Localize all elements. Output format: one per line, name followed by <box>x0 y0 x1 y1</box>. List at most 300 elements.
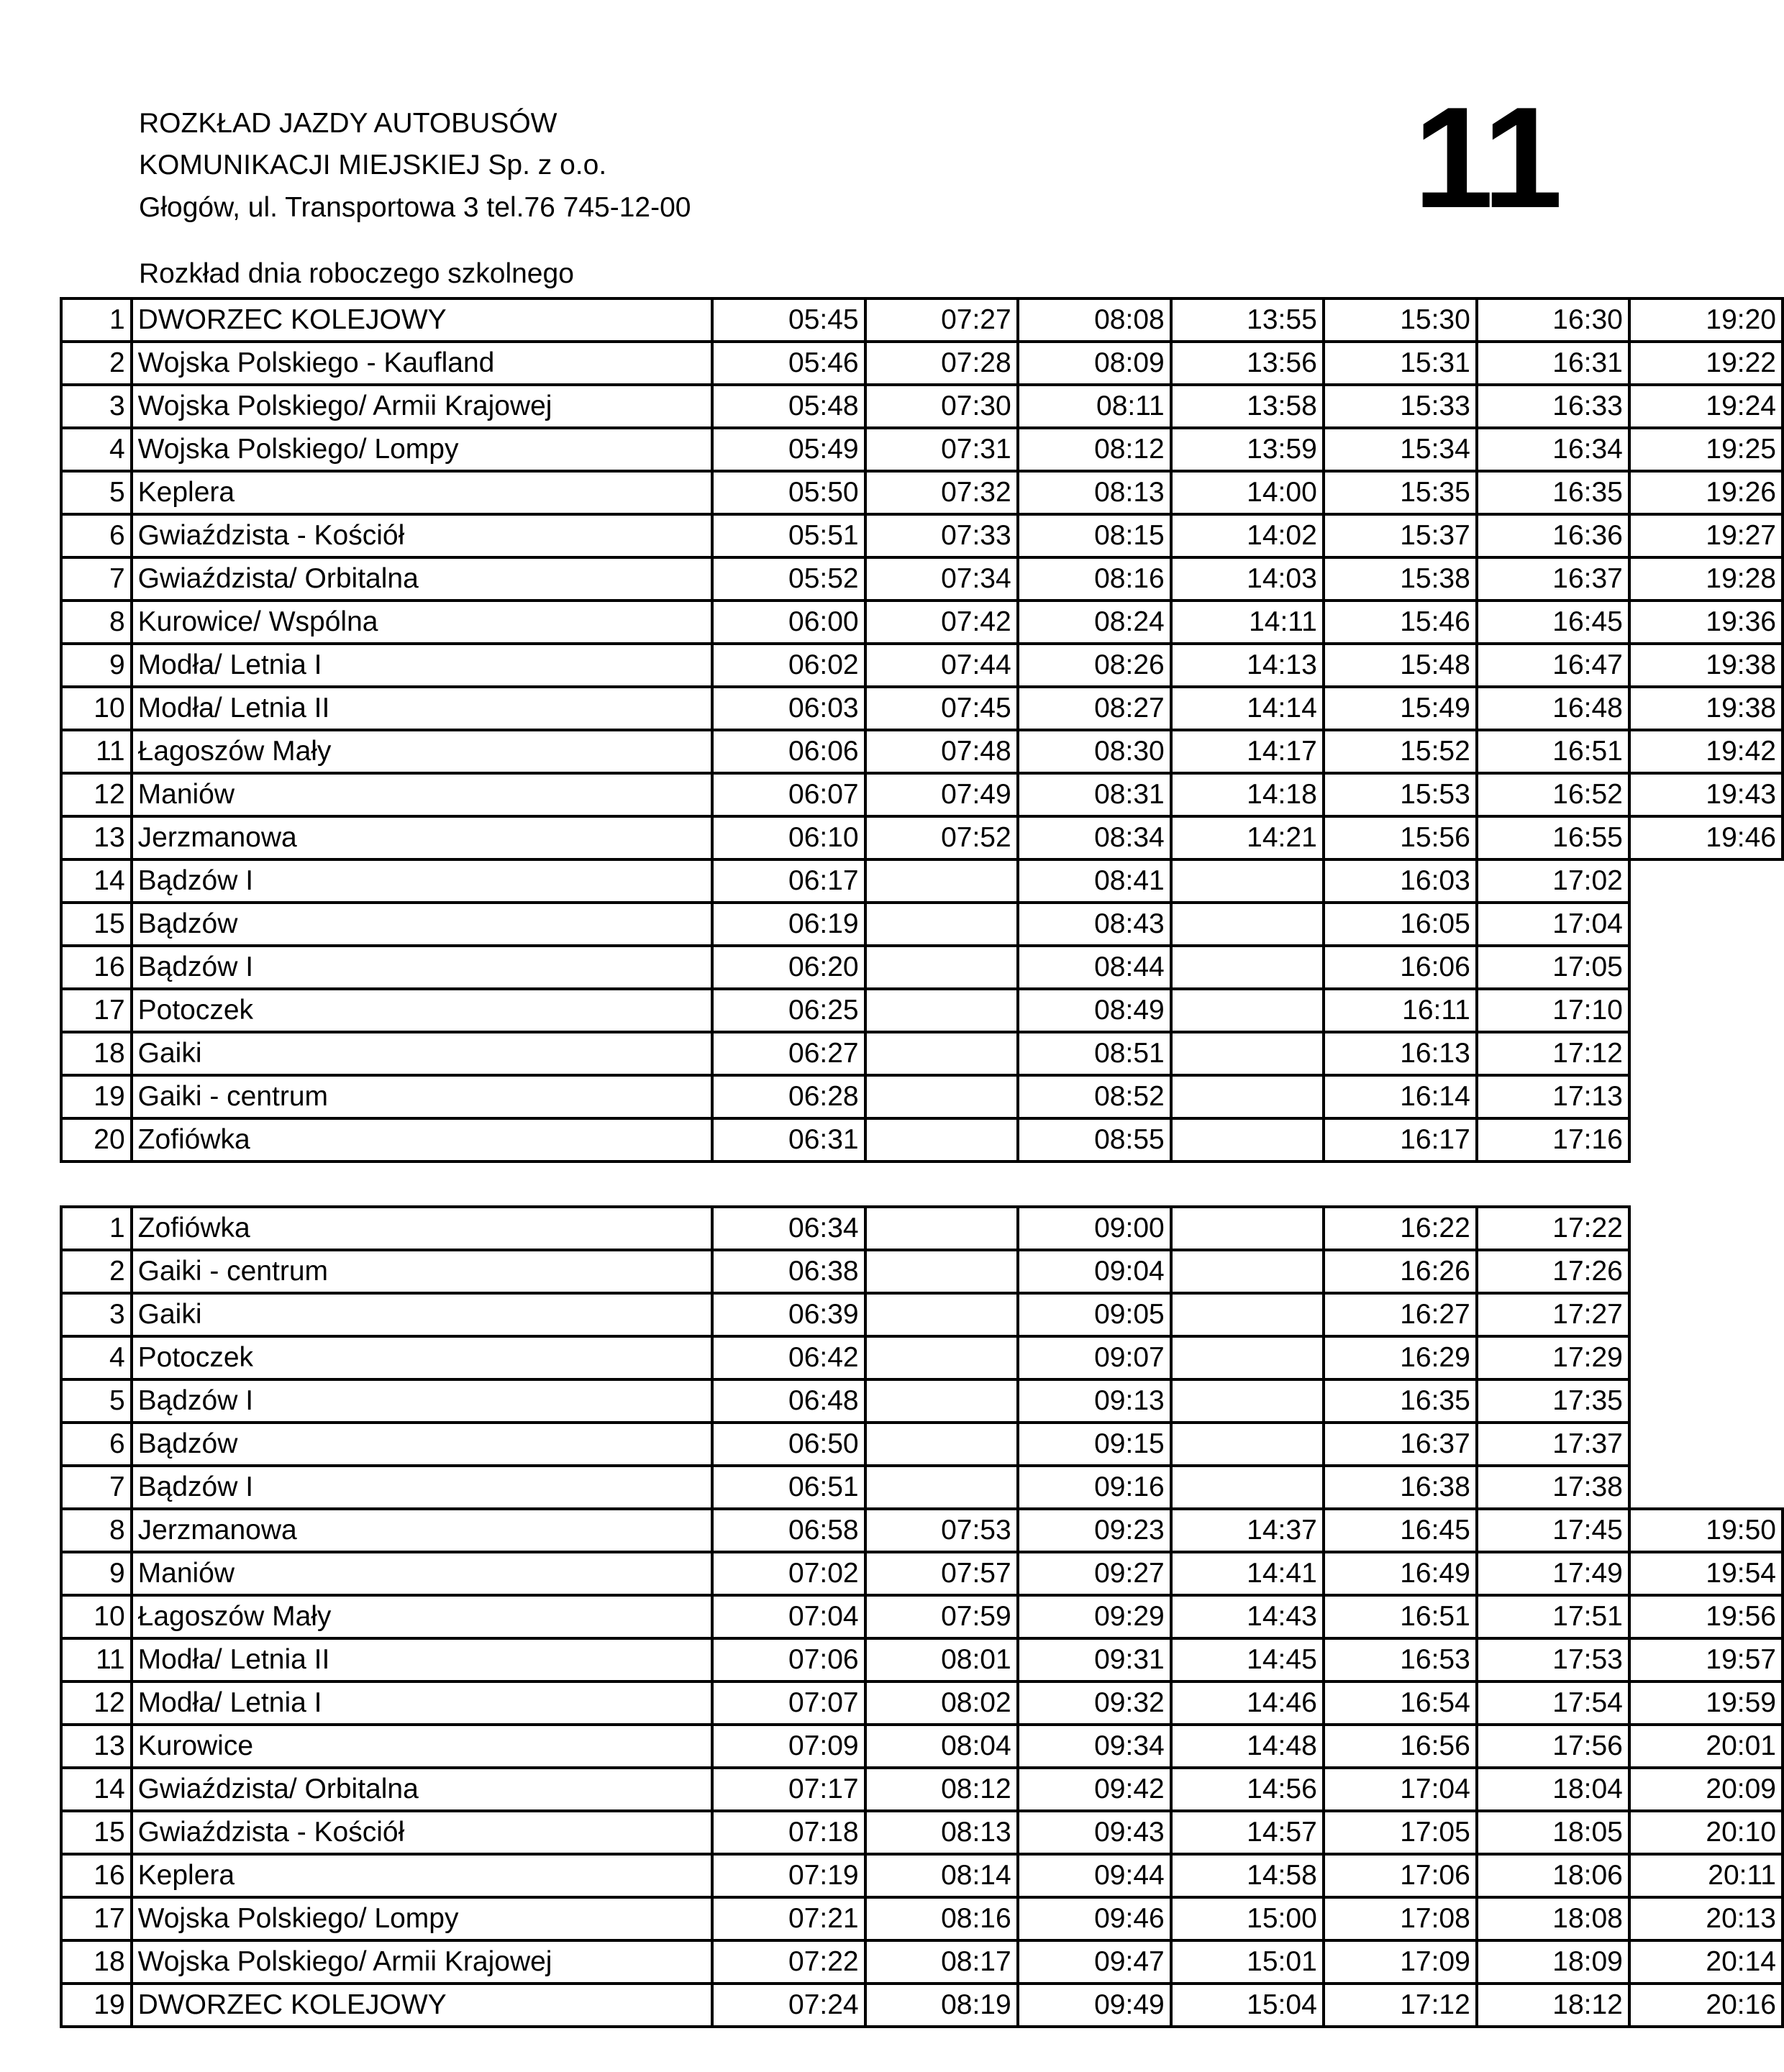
departure-time: 08:27 <box>1018 687 1171 730</box>
stop-number: 19 <box>61 1075 132 1118</box>
table-row <box>61 514 1783 557</box>
departure-time: 16:35 <box>1477 471 1629 514</box>
departure-time: 17:05 <box>1324 1811 1477 1854</box>
departure-time: 17:29 <box>1477 1336 1629 1379</box>
departure-time: 07:04 <box>712 1595 865 1638</box>
departure-time: 19:50 <box>1629 1509 1783 1552</box>
departure-time: 05:45 <box>712 298 865 342</box>
stop-number: 11 <box>61 730 132 773</box>
departure-time: 17:04 <box>1324 1768 1477 1811</box>
departure-time: 20:10 <box>1629 1811 1783 1854</box>
departure-time: 14:56 <box>1171 1768 1324 1811</box>
stop-number: 8 <box>61 601 132 644</box>
stop-number: 12 <box>61 773 132 816</box>
departure-time: 09:47 <box>1018 1940 1171 1984</box>
departure-time: 14:13 <box>1171 644 1324 687</box>
table-row <box>61 773 1783 816</box>
departure-time <box>1171 989 1324 1032</box>
departure-time <box>865 1118 1018 1161</box>
stop-name: Modła/ Letnia II <box>132 1638 712 1681</box>
table-row <box>61 1638 1783 1681</box>
departure-time: 05:49 <box>712 428 865 471</box>
departure-time: 17:49 <box>1477 1552 1629 1595</box>
table-row <box>61 342 1783 385</box>
departure-time: 08:14 <box>865 1854 1018 1897</box>
departure-time: 15:01 <box>1171 1940 1324 1984</box>
departure-time: 17:45 <box>1477 1509 1629 1552</box>
table-row <box>61 1336 1783 1379</box>
stop-name: Gwiaździsta/ Orbitalna <box>132 557 712 601</box>
table-row <box>61 687 1783 730</box>
departure-time: 14:46 <box>1171 1681 1324 1725</box>
departure-time <box>1171 903 1324 946</box>
stop-name: Potoczek <box>132 1336 712 1379</box>
departure-time: 17:27 <box>1477 1293 1629 1336</box>
table-row <box>61 1940 1783 1984</box>
departure-time: 09:44 <box>1018 1854 1171 1897</box>
departure-time: 08:55 <box>1018 1118 1171 1161</box>
departure-time: 08:43 <box>1018 903 1171 946</box>
departure-time: 16:47 <box>1477 644 1629 687</box>
departure-time: 16:36 <box>1477 514 1629 557</box>
departure-time: 07:32 <box>865 471 1018 514</box>
stop-name: Keplera <box>132 471 712 514</box>
stop-number: 6 <box>61 514 132 557</box>
departure-time <box>865 1336 1018 1379</box>
departure-time: 16:13 <box>1324 1032 1477 1075</box>
departure-time: 08:51 <box>1018 1032 1171 1075</box>
departure-time: 16:48 <box>1477 687 1629 730</box>
empty-cell <box>1629 946 1783 989</box>
departure-time: 09:00 <box>1018 1207 1171 1250</box>
departure-time: 07:18 <box>712 1811 865 1854</box>
departure-time <box>1171 1336 1324 1379</box>
departure-time: 06:17 <box>712 859 865 903</box>
empty-cell <box>1629 1336 1783 1379</box>
departure-time: 17:54 <box>1477 1681 1629 1725</box>
departure-time: 07:24 <box>712 1984 865 2027</box>
departure-time <box>1171 946 1324 989</box>
departure-time: 08:09 <box>1018 342 1171 385</box>
departure-time: 17:51 <box>1477 1595 1629 1638</box>
departure-time: 17:16 <box>1477 1118 1629 1161</box>
departure-time: 08:30 <box>1018 730 1171 773</box>
stop-number: 4 <box>61 428 132 471</box>
departure-time <box>1171 1118 1324 1161</box>
stop-name: Wojska Polskiego - Kaufland <box>132 342 712 385</box>
stop-number: 5 <box>61 1379 132 1423</box>
departure-time: 08:13 <box>865 1811 1018 1854</box>
stop-number: 3 <box>61 1293 132 1336</box>
departure-time: 14:21 <box>1171 816 1324 859</box>
departure-time: 08:44 <box>1018 946 1171 989</box>
stop-number: 10 <box>61 1595 132 1638</box>
table-row <box>61 298 1783 342</box>
stop-number: 9 <box>61 644 132 687</box>
stop-number: 13 <box>61 816 132 859</box>
departure-time: 07:30 <box>865 385 1018 428</box>
departure-time: 14:48 <box>1171 1725 1324 1768</box>
departure-time: 17:08 <box>1324 1897 1477 1940</box>
departure-time: 18:12 <box>1477 1984 1629 2027</box>
departure-time: 08:12 <box>1018 428 1171 471</box>
departure-time: 08:02 <box>865 1681 1018 1725</box>
stop-name: Zofiówka <box>132 1118 712 1161</box>
departure-time <box>865 903 1018 946</box>
departure-time: 07:27 <box>865 298 1018 342</box>
table-row <box>61 385 1783 428</box>
departure-time: 08:08 <box>1018 298 1171 342</box>
departure-time <box>865 1379 1018 1423</box>
departure-time: 07:42 <box>865 601 1018 644</box>
stop-number: 14 <box>61 859 132 903</box>
departure-time: 14:14 <box>1171 687 1324 730</box>
stop-number: 5 <box>61 471 132 514</box>
departure-time: 14:37 <box>1171 1509 1324 1552</box>
departure-time: 06:38 <box>712 1250 865 1293</box>
stop-number: 12 <box>61 1681 132 1725</box>
empty-cell <box>1629 1207 1783 1250</box>
departure-time: 19:22 <box>1629 342 1783 385</box>
departure-time: 06:28 <box>712 1075 865 1118</box>
table-row <box>61 1075 1783 1118</box>
departure-time: 19:25 <box>1629 428 1783 471</box>
table-row <box>61 1032 1783 1075</box>
departure-time <box>865 946 1018 989</box>
departure-time: 19:38 <box>1629 687 1783 730</box>
departure-time: 16:37 <box>1324 1423 1477 1466</box>
stop-name: Kurowice/ Wspólna <box>132 601 712 644</box>
stop-name: Modła/ Letnia II <box>132 687 712 730</box>
stop-name: DWORZEC KOLEJOWY <box>132 298 712 342</box>
table-row <box>61 1118 1783 1161</box>
departure-time: 17:12 <box>1477 1032 1629 1075</box>
departure-time: 08:52 <box>1018 1075 1171 1118</box>
departure-time: 13:59 <box>1171 428 1324 471</box>
empty-cell <box>1629 1032 1783 1075</box>
stop-number: 4 <box>61 1336 132 1379</box>
departure-time: 09:16 <box>1018 1466 1171 1509</box>
stop-name: Keplera <box>132 1854 712 1897</box>
departure-time <box>1171 1379 1324 1423</box>
empty-cell <box>1629 903 1783 946</box>
departure-time: 06:42 <box>712 1336 865 1379</box>
departure-time: 15:30 <box>1324 298 1477 342</box>
empty-cell <box>1629 1423 1783 1466</box>
departure-time: 17:10 <box>1477 989 1629 1032</box>
departure-time <box>1171 859 1324 903</box>
departure-time: 08:01 <box>865 1638 1018 1681</box>
table-row <box>61 1423 1783 1466</box>
empty-cell <box>1629 1466 1783 1509</box>
departure-time: 16:56 <box>1324 1725 1477 1768</box>
departure-time <box>1171 1293 1324 1336</box>
departure-time: 16:45 <box>1324 1509 1477 1552</box>
departure-time: 20:14 <box>1629 1940 1783 1984</box>
departure-time: 08:31 <box>1018 773 1171 816</box>
departure-time: 16:38 <box>1324 1466 1477 1509</box>
departure-time: 08:15 <box>1018 514 1171 557</box>
departure-time: 17:53 <box>1477 1638 1629 1681</box>
stop-number: 7 <box>61 557 132 601</box>
table-row <box>61 1725 1783 1768</box>
stop-number: 11 <box>61 1638 132 1681</box>
departure-time: 08:19 <box>865 1984 1018 2027</box>
departure-time: 15:35 <box>1324 471 1477 514</box>
departure-time: 06:06 <box>712 730 865 773</box>
departure-time: 07:19 <box>712 1854 865 1897</box>
departure-time: 06:10 <box>712 816 865 859</box>
stop-number: 20 <box>61 1118 132 1161</box>
stop-number: 18 <box>61 1940 132 1984</box>
departure-time: 06:25 <box>712 989 865 1032</box>
stop-number: 15 <box>61 903 132 946</box>
stop-number: 18 <box>61 1032 132 1075</box>
departure-time <box>865 1032 1018 1075</box>
departure-time: 09:42 <box>1018 1768 1171 1811</box>
departure-time: 07:34 <box>865 557 1018 601</box>
stop-number: 10 <box>61 687 132 730</box>
table-row <box>61 1379 1783 1423</box>
departure-time: 14:18 <box>1171 773 1324 816</box>
stop-number: 1 <box>61 1207 132 1250</box>
departure-time: 07:45 <box>865 687 1018 730</box>
stop-name: Gaiki - centrum <box>132 1075 712 1118</box>
departure-time: 06:31 <box>712 1118 865 1161</box>
departure-time: 08:11 <box>1018 385 1171 428</box>
empty-cell <box>1629 1075 1783 1118</box>
departure-time: 17:09 <box>1324 1940 1477 1984</box>
departure-time: 15:00 <box>1171 1897 1324 1940</box>
departure-time <box>1171 1423 1324 1466</box>
stop-name: Wojska Polskiego/ Armii Krajowej <box>132 1940 712 1984</box>
table-row <box>61 1509 1783 1552</box>
table-row <box>61 946 1783 989</box>
departure-time: 06:20 <box>712 946 865 989</box>
table-row <box>61 816 1783 859</box>
departure-time: 20:16 <box>1629 1984 1783 2027</box>
stop-name: Modła/ Letnia I <box>132 644 712 687</box>
departure-time: 16:29 <box>1324 1336 1477 1379</box>
table-row <box>61 1768 1783 1811</box>
departure-time: 06:27 <box>712 1032 865 1075</box>
departure-time: 17:22 <box>1477 1207 1629 1250</box>
departure-time: 09:49 <box>1018 1984 1171 2027</box>
departure-time: 06:48 <box>712 1379 865 1423</box>
stop-name: Bądzów <box>132 1423 712 1466</box>
stop-name: Bądzów I <box>132 1379 712 1423</box>
empty-cell <box>1629 989 1783 1032</box>
table-row <box>61 903 1783 946</box>
departure-time: 17:38 <box>1477 1466 1629 1509</box>
departure-time: 16:06 <box>1324 946 1477 989</box>
departure-time: 16:26 <box>1324 1250 1477 1293</box>
departure-time: 16:55 <box>1477 816 1629 859</box>
stop-number: 19 <box>61 1984 132 2027</box>
stop-name: Maniów <box>132 773 712 816</box>
departure-time <box>1171 1032 1324 1075</box>
table-row <box>61 1552 1783 1595</box>
table-row <box>61 471 1783 514</box>
departure-time: 14:02 <box>1171 514 1324 557</box>
departure-time <box>865 1250 1018 1293</box>
departure-time: 16:05 <box>1324 903 1477 946</box>
stop-name: Wojska Polskiego/ Lompy <box>132 1897 712 1940</box>
departure-time: 08:13 <box>1018 471 1171 514</box>
table-row <box>61 859 1783 903</box>
departure-time: 14:11 <box>1171 601 1324 644</box>
departure-time: 19:36 <box>1629 601 1783 644</box>
company-name: KOMUNIKACJI MIEJSKIEJ Sp. z o.o. <box>139 150 607 181</box>
departure-time: 09:29 <box>1018 1595 1171 1638</box>
departure-time: 15:04 <box>1171 1984 1324 2027</box>
stop-name: Gaiki <box>132 1032 712 1075</box>
departure-time: 14:17 <box>1171 730 1324 773</box>
departure-time: 14:58 <box>1171 1854 1324 1897</box>
table-row <box>61 1207 1783 1250</box>
departure-time: 08:26 <box>1018 644 1171 687</box>
departure-time: 17:56 <box>1477 1725 1629 1768</box>
stop-name: Gwiaździsta/ Orbitalna <box>132 1768 712 1811</box>
departure-time: 07:44 <box>865 644 1018 687</box>
table-row <box>61 1854 1783 1897</box>
departure-time: 17:06 <box>1324 1854 1477 1897</box>
departure-time: 16:33 <box>1477 385 1629 428</box>
table-row <box>61 1595 1783 1638</box>
departure-time: 09:13 <box>1018 1379 1171 1423</box>
departure-time: 16:27 <box>1324 1293 1477 1336</box>
stop-number: 2 <box>61 342 132 385</box>
departure-time: 05:50 <box>712 471 865 514</box>
stop-name: Wojska Polskiego/ Armii Krajowej <box>132 385 712 428</box>
departure-time <box>865 859 1018 903</box>
departure-time: 16:11 <box>1324 989 1477 1032</box>
departure-time: 19:38 <box>1629 644 1783 687</box>
empty-cell <box>1629 859 1783 903</box>
table-row <box>61 557 1783 601</box>
departure-time: 17:13 <box>1477 1075 1629 1118</box>
departure-time: 15:48 <box>1324 644 1477 687</box>
departure-time: 07:49 <box>865 773 1018 816</box>
departure-time: 06:19 <box>712 903 865 946</box>
stop-name: Gaiki - centrum <box>132 1250 712 1293</box>
departure-time: 07:28 <box>865 342 1018 385</box>
departure-time: 16:22 <box>1324 1207 1477 1250</box>
stop-number: 3 <box>61 385 132 428</box>
departure-time <box>865 1207 1018 1250</box>
empty-cell <box>1629 1250 1783 1293</box>
departure-time: 15:56 <box>1324 816 1477 859</box>
departure-time: 08:12 <box>865 1768 1018 1811</box>
departure-time: 07:17 <box>712 1768 865 1811</box>
departure-time: 09:23 <box>1018 1509 1171 1552</box>
stop-name: Kurowice <box>132 1725 712 1768</box>
departure-time: 16:34 <box>1477 428 1629 471</box>
stop-number: 2 <box>61 1250 132 1293</box>
departure-time: 06:58 <box>712 1509 865 1552</box>
schedule-type-label: Rozkład dnia roboczego szkolnego <box>139 258 574 289</box>
stop-number: 6 <box>61 1423 132 1466</box>
departure-time: 20:13 <box>1629 1897 1783 1940</box>
table-row <box>61 1984 1783 2027</box>
departure-time: 09:31 <box>1018 1638 1171 1681</box>
departure-time <box>865 1293 1018 1336</box>
departure-time: 08:49 <box>1018 989 1171 1032</box>
stop-name: Potoczek <box>132 989 712 1032</box>
stop-name: Jerzmanowa <box>132 816 712 859</box>
departure-time: 19:57 <box>1629 1638 1783 1681</box>
departure-time: 19:59 <box>1629 1681 1783 1725</box>
departure-time: 08:04 <box>865 1725 1018 1768</box>
departure-time: 16:52 <box>1477 773 1629 816</box>
departure-time: 19:46 <box>1629 816 1783 859</box>
departure-time: 17:04 <box>1477 903 1629 946</box>
departure-time: 06:03 <box>712 687 865 730</box>
departure-time: 07:52 <box>865 816 1018 859</box>
departure-time: 15:37 <box>1324 514 1477 557</box>
departure-time: 07:09 <box>712 1725 865 1768</box>
departure-time: 19:56 <box>1629 1595 1783 1638</box>
stop-number: 14 <box>61 1768 132 1811</box>
table-row <box>61 1897 1783 1940</box>
departure-time: 16:03 <box>1324 859 1477 903</box>
stop-name: Modła/ Letnia I <box>132 1681 712 1725</box>
departure-time: 17:26 <box>1477 1250 1629 1293</box>
departure-time: 16:35 <box>1324 1379 1477 1423</box>
departure-time <box>865 1075 1018 1118</box>
departure-time: 15:49 <box>1324 687 1477 730</box>
departure-time: 07:07 <box>712 1681 865 1725</box>
stop-number: 16 <box>61 1854 132 1897</box>
empty-cell <box>1629 1118 1783 1161</box>
stop-number: 17 <box>61 1897 132 1940</box>
departure-time: 17:37 <box>1477 1423 1629 1466</box>
departure-time: 05:48 <box>712 385 865 428</box>
stop-name: Gaiki <box>132 1293 712 1336</box>
table-row <box>61 989 1783 1032</box>
departure-time: 14:41 <box>1171 1552 1324 1595</box>
outbound-timetable <box>60 297 1784 1163</box>
stop-name: Bądzów I <box>132 859 712 903</box>
departure-time: 07:31 <box>865 428 1018 471</box>
departure-time: 19:28 <box>1629 557 1783 601</box>
departure-time: 19:43 <box>1629 773 1783 816</box>
departure-time: 13:56 <box>1171 342 1324 385</box>
departure-time: 08:17 <box>865 1940 1018 1984</box>
departure-time: 07:59 <box>865 1595 1018 1638</box>
departure-time <box>865 1423 1018 1466</box>
table-row <box>61 1681 1783 1725</box>
stop-number: 17 <box>61 989 132 1032</box>
departure-time: 17:02 <box>1477 859 1629 903</box>
line-number: 11 <box>1414 78 1560 238</box>
departure-time: 16:51 <box>1324 1595 1477 1638</box>
stop-number: 15 <box>61 1811 132 1854</box>
departure-time: 06:50 <box>712 1423 865 1466</box>
departure-time: 15:34 <box>1324 428 1477 471</box>
departure-time: 09:46 <box>1018 1897 1171 1940</box>
table-row <box>61 428 1783 471</box>
departure-time: 15:31 <box>1324 342 1477 385</box>
departure-time: 09:05 <box>1018 1293 1171 1336</box>
departure-time: 07:48 <box>865 730 1018 773</box>
table-row <box>61 1250 1783 1293</box>
departure-time: 18:08 <box>1477 1897 1629 1940</box>
stop-name: Bądzów I <box>132 946 712 989</box>
departure-time: 08:16 <box>865 1897 1018 1940</box>
departure-time <box>1171 1207 1324 1250</box>
stop-number: 1 <box>61 298 132 342</box>
